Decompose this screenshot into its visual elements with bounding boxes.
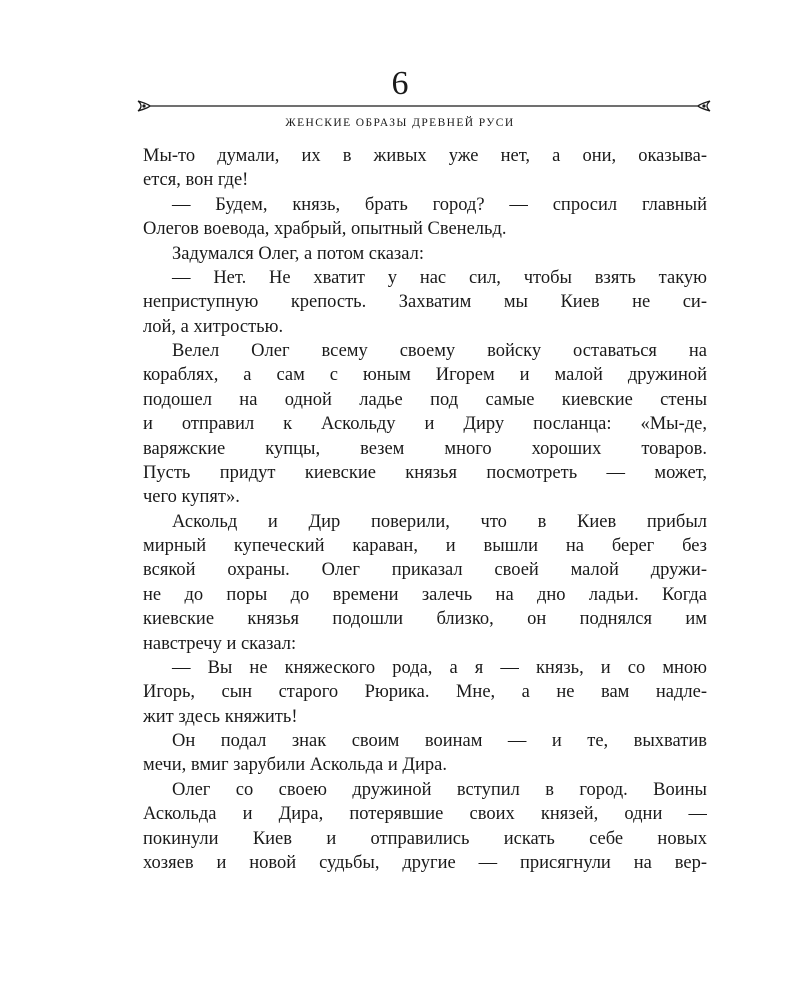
text-line: мирный купеческий караван, и вышли на берег без	[143, 536, 707, 556]
text-line: навстречу и сказал:	[143, 633, 297, 654]
text-line: Велел Олег всему своему войску оставаться на	[172, 341, 707, 361]
text-line: не до поры до времени залечь на дно ладьи. Когда	[143, 584, 707, 605]
text-line: жит здесь княжить!	[143, 706, 298, 727]
text-line: хозяев и новой судьбы, другие — присягнули на вер-	[143, 852, 707, 873]
text-line: — Будем, князь, брать город? — спросил главный	[172, 194, 707, 215]
text-line: Мы-то думали, их в живых уже нет, а они, оказыва-	[143, 146, 707, 166]
text-line: Олег со своею дружиной вступил в город. Воины	[172, 779, 707, 800]
text-line: Он подал знак своим воинам — и те, выхватив	[172, 731, 707, 751]
text-line: Аскольд и Дир поверили, что в Киев прибыл	[172, 511, 707, 532]
running-title: ЖЕНСКИЕ ОБРАЗЫ ДРЕВНЕЙ РУСИ	[285, 117, 515, 129]
text-line: неприступную крепость. Захватим мы Киев не си-	[143, 292, 707, 313]
text-line: Олегов воевода, храбрый, опытный Свенельд.	[143, 219, 507, 240]
text-line: чего купят».	[143, 487, 240, 508]
text-line: ется, вон где!	[143, 170, 249, 191]
text-line: Игорь, сын старого Рюрика. Мне, а не вам надле-	[143, 682, 707, 703]
text-line: Задумался Олег, а потом сказал:	[172, 243, 424, 264]
body-text	[143, 144, 707, 875]
text-line: лой, а хитростью.	[143, 316, 284, 337]
text-line: — Вы не княжеского рода, а я — князь, и со мною	[172, 657, 707, 678]
text-line: варяжские купцы, везем много хороших товаров.	[143, 438, 707, 459]
header-rule-ornament	[136, 98, 712, 114]
text-line: покинули Киев и отправились искать себе новых	[143, 828, 707, 849]
text-line: Пусть придут киевские князья посмотреть — может,	[143, 462, 707, 483]
text-line: — Нет. Не хватит у нас сил, чтобы взять такую	[172, 267, 707, 288]
page-number: 6	[391, 65, 409, 102]
text-line: всякой охраны. Олег приказал своей малой дружи-	[143, 560, 707, 581]
text-line: Аскольда и Дира, потерявшие своих князей, одни —	[143, 804, 707, 825]
text-line: и отправил к Аскольду и Диру посланца: «Мы-де,	[143, 414, 707, 435]
text-line: подошел на одной ладье под самые киевские стены	[143, 389, 707, 410]
text-line: киевские князья подошли близко, он поднялся им	[143, 609, 707, 630]
text-line: кораблях, а сам с юным Игорем и малой дружиной	[143, 365, 707, 386]
text-line: мечи, вмиг зарубили Аскольда и Дира.	[143, 755, 447, 776]
